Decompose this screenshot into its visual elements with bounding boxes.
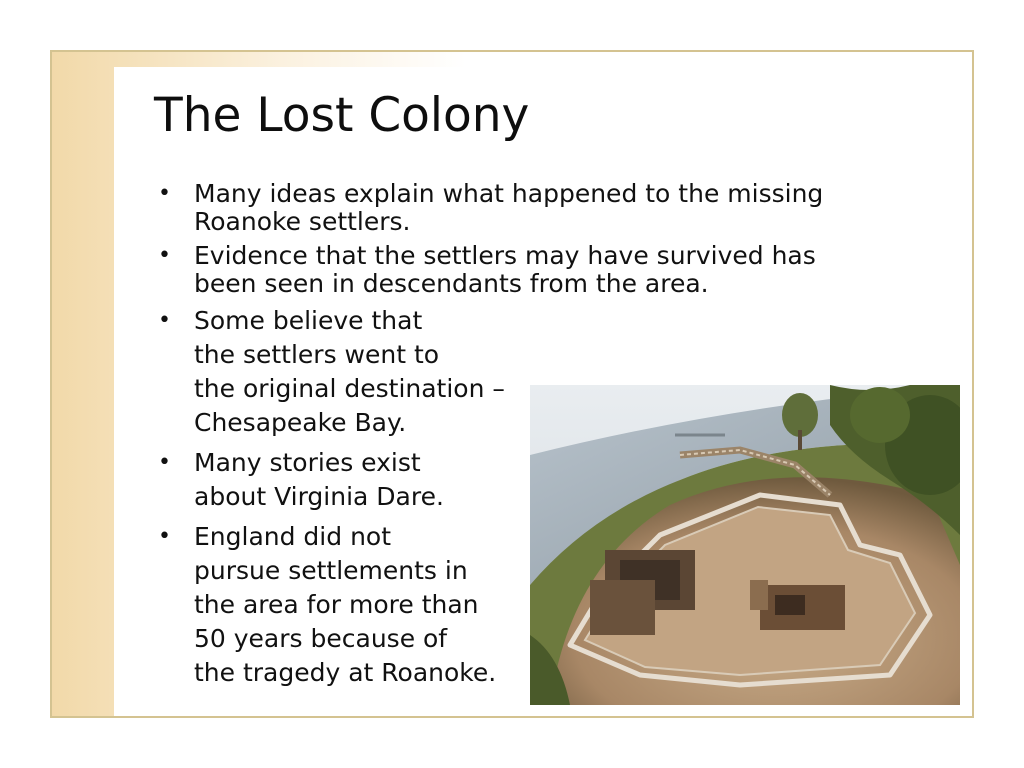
bullet-text: Some believe that the settlers went to the original destination – Chesapeake Bay.: [194, 306, 505, 437]
fort-site-illustration: [530, 385, 960, 705]
bullet-text: England did not pursue settlements in the area for more than 50 years because of the tragedy at Roanoke.: [194, 522, 497, 687]
bullet-marker: •: [158, 181, 171, 206]
bullet-item: [158, 242, 918, 298]
bullet-item: [158, 180, 918, 236]
bullet-text: Many stories exist about Virginia Dare.: [194, 448, 444, 511]
bullet-marker: •: [158, 450, 171, 475]
slide-title: The Lost Colony: [154, 88, 530, 143]
bullet-marker: •: [158, 308, 171, 333]
bullet-text: Evidence that the settlers may have survived has been seen in descendants from the area.: [194, 241, 816, 298]
bullet-marker: •: [158, 524, 171, 549]
bullet-text: Many ideas explain what happened to the missing Roanoke settlers.: [194, 179, 824, 236]
fort-site-photo: [530, 385, 960, 705]
bullet-marker: •: [158, 243, 171, 268]
